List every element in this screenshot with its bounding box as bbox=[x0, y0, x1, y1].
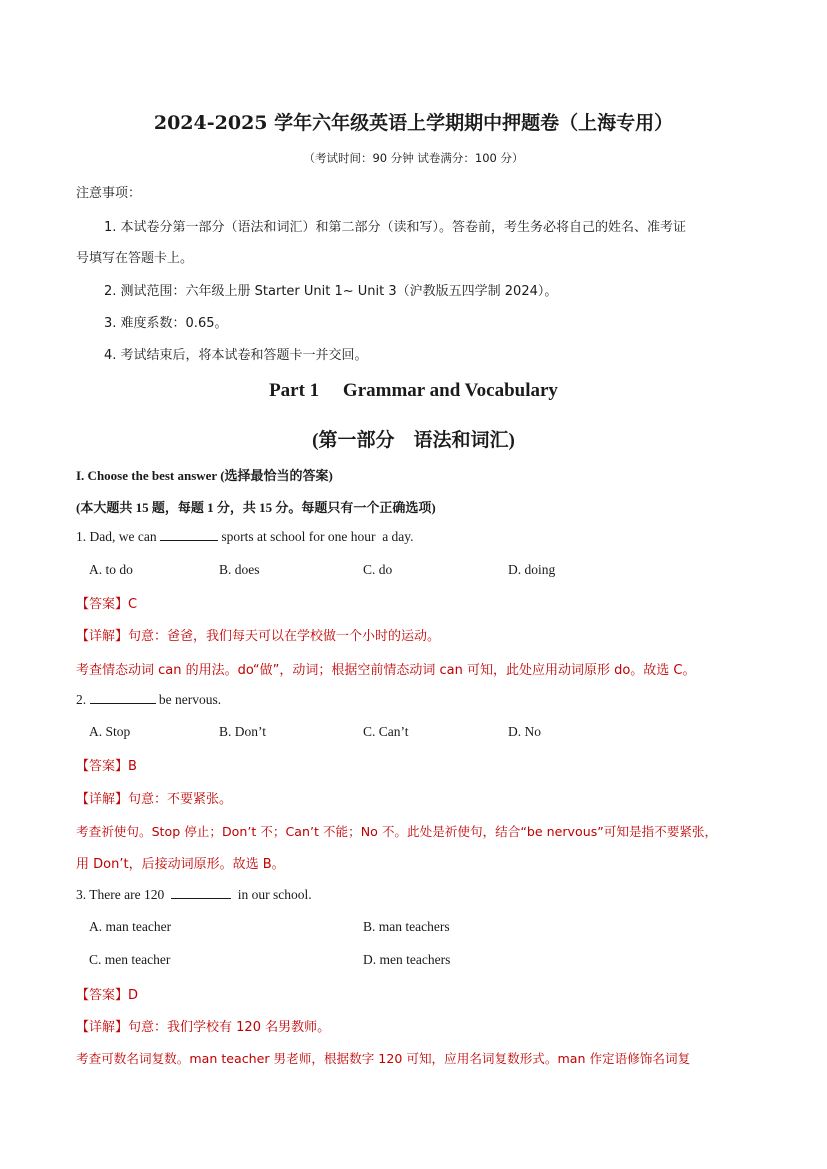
option-b: B. Don’t bbox=[219, 724, 267, 739]
detail-line bbox=[76, 788, 232, 807]
option-b: B. does bbox=[219, 562, 260, 577]
answer-blank bbox=[160, 528, 218, 541]
detail-line bbox=[76, 1016, 330, 1035]
notice-item-4: 4. 考试结束后，将本试卷和答题卡一并交回。 bbox=[104, 348, 368, 363]
explanation-line: 用 Don’t，后接动词原形。故选 B。 bbox=[76, 857, 285, 872]
option-d: D. No bbox=[508, 724, 541, 739]
part-title: Part 1 Grammar and Vocabulary bbox=[269, 380, 558, 401]
detail-label: 【详解】 bbox=[76, 629, 129, 644]
answer-value: C bbox=[128, 597, 138, 612]
option-a: A. Stop bbox=[89, 724, 131, 739]
option-b: B. man teachers bbox=[363, 919, 450, 934]
detail-line bbox=[76, 625, 440, 644]
question-stem-after: in our school. bbox=[230, 887, 312, 902]
explanation-line: 考查可数名词复数。man teacher 男老师，根据数字 120 可知，应用名词复数形式。man 作定语修饰名词复 bbox=[76, 1051, 691, 1066]
detail-meaning: 句意：爸爸，我们每天可以在学校做一个小时的运动。 bbox=[128, 629, 441, 644]
answer-value: D bbox=[128, 988, 139, 1003]
notice-item-3: 3. 难度系数：0.65。 bbox=[104, 316, 228, 331]
question-3-stem bbox=[76, 886, 312, 903]
question-2-stem bbox=[76, 691, 221, 708]
option-c: C. Can’t bbox=[363, 724, 409, 739]
section-instructions: (本大题共 15 题，每题 1 分，共 15 分。每题只有一个正确选项) bbox=[76, 500, 436, 515]
answer-label: 【答案】 bbox=[76, 988, 129, 1003]
option-d: D. men teachers bbox=[363, 952, 451, 967]
question-stem-after: be nervous. bbox=[155, 692, 222, 707]
exam-title: 2024-2025 学年六年级英语上学期期中押题卷（上海专用） bbox=[153, 112, 674, 134]
section-heading: I. Choose the best answer (选择最恰当的答案) bbox=[76, 468, 333, 483]
detail-meaning: 句意：不要紧张。 bbox=[128, 792, 233, 807]
answer-line bbox=[76, 984, 138, 1003]
answer-line bbox=[76, 593, 137, 612]
option-c: C. men teacher bbox=[89, 952, 171, 967]
notice-heading: 注意事项： bbox=[76, 186, 142, 201]
answer-label: 【答案】 bbox=[76, 597, 129, 612]
notice-item-1-line-1: 1. 本试卷分第一部分（语法和词汇）和第二部分（读和写）。答卷前，考生务必将自己的姓名、准考证 bbox=[104, 220, 687, 235]
detail-label: 【详解】 bbox=[76, 1020, 129, 1035]
question-stem-after: sports at school for one hour a day. bbox=[217, 529, 414, 544]
question-stem-before: 2. bbox=[76, 692, 90, 707]
answer-blank bbox=[90, 691, 156, 704]
answer-line bbox=[76, 755, 137, 774]
detail-label: 【详解】 bbox=[76, 792, 129, 807]
answer-value: B bbox=[128, 759, 137, 774]
question-1-stem bbox=[76, 528, 414, 545]
answer-blank bbox=[171, 886, 231, 899]
detail-meaning: 句意：我们学校有 120 名男教师。 bbox=[128, 1020, 331, 1035]
option-a: A. man teacher bbox=[89, 919, 172, 934]
question-stem-before: 1. Dad, we can bbox=[76, 529, 157, 544]
question-stem-before: 3. There are 120 bbox=[76, 887, 171, 902]
part-subtitle: (第一部分 语法和词汇) bbox=[312, 430, 515, 451]
answer-label: 【答案】 bbox=[76, 759, 129, 774]
notice-item-2: 2. 测试范围：六年级上册 Starter Unit 1~ Unit 3（沪教版五四学制 2024）。 bbox=[104, 284, 558, 299]
option-c: C. do bbox=[363, 562, 393, 577]
notice-item-1-line-2: 号填写在答题卡上。 bbox=[76, 251, 194, 266]
exam-subtitle: （考试时间：90 分钟 试卷满分：100 分） bbox=[303, 151, 524, 165]
option-d: D. doing bbox=[508, 562, 556, 577]
explanation-line: 考查祈使句。Stop 停止；Don’t 不；Can’t 不能；No 不。此处是祈使句，结合“be nervous”可知是指不要紧张， bbox=[76, 824, 718, 839]
explanation-line: 考查情态动词 can 的用法。do“做”，动词；根据空前情态动词 can 可知，此处应用动词原形 do。故选 C。 bbox=[76, 663, 696, 678]
option-a: A. to do bbox=[89, 562, 133, 577]
